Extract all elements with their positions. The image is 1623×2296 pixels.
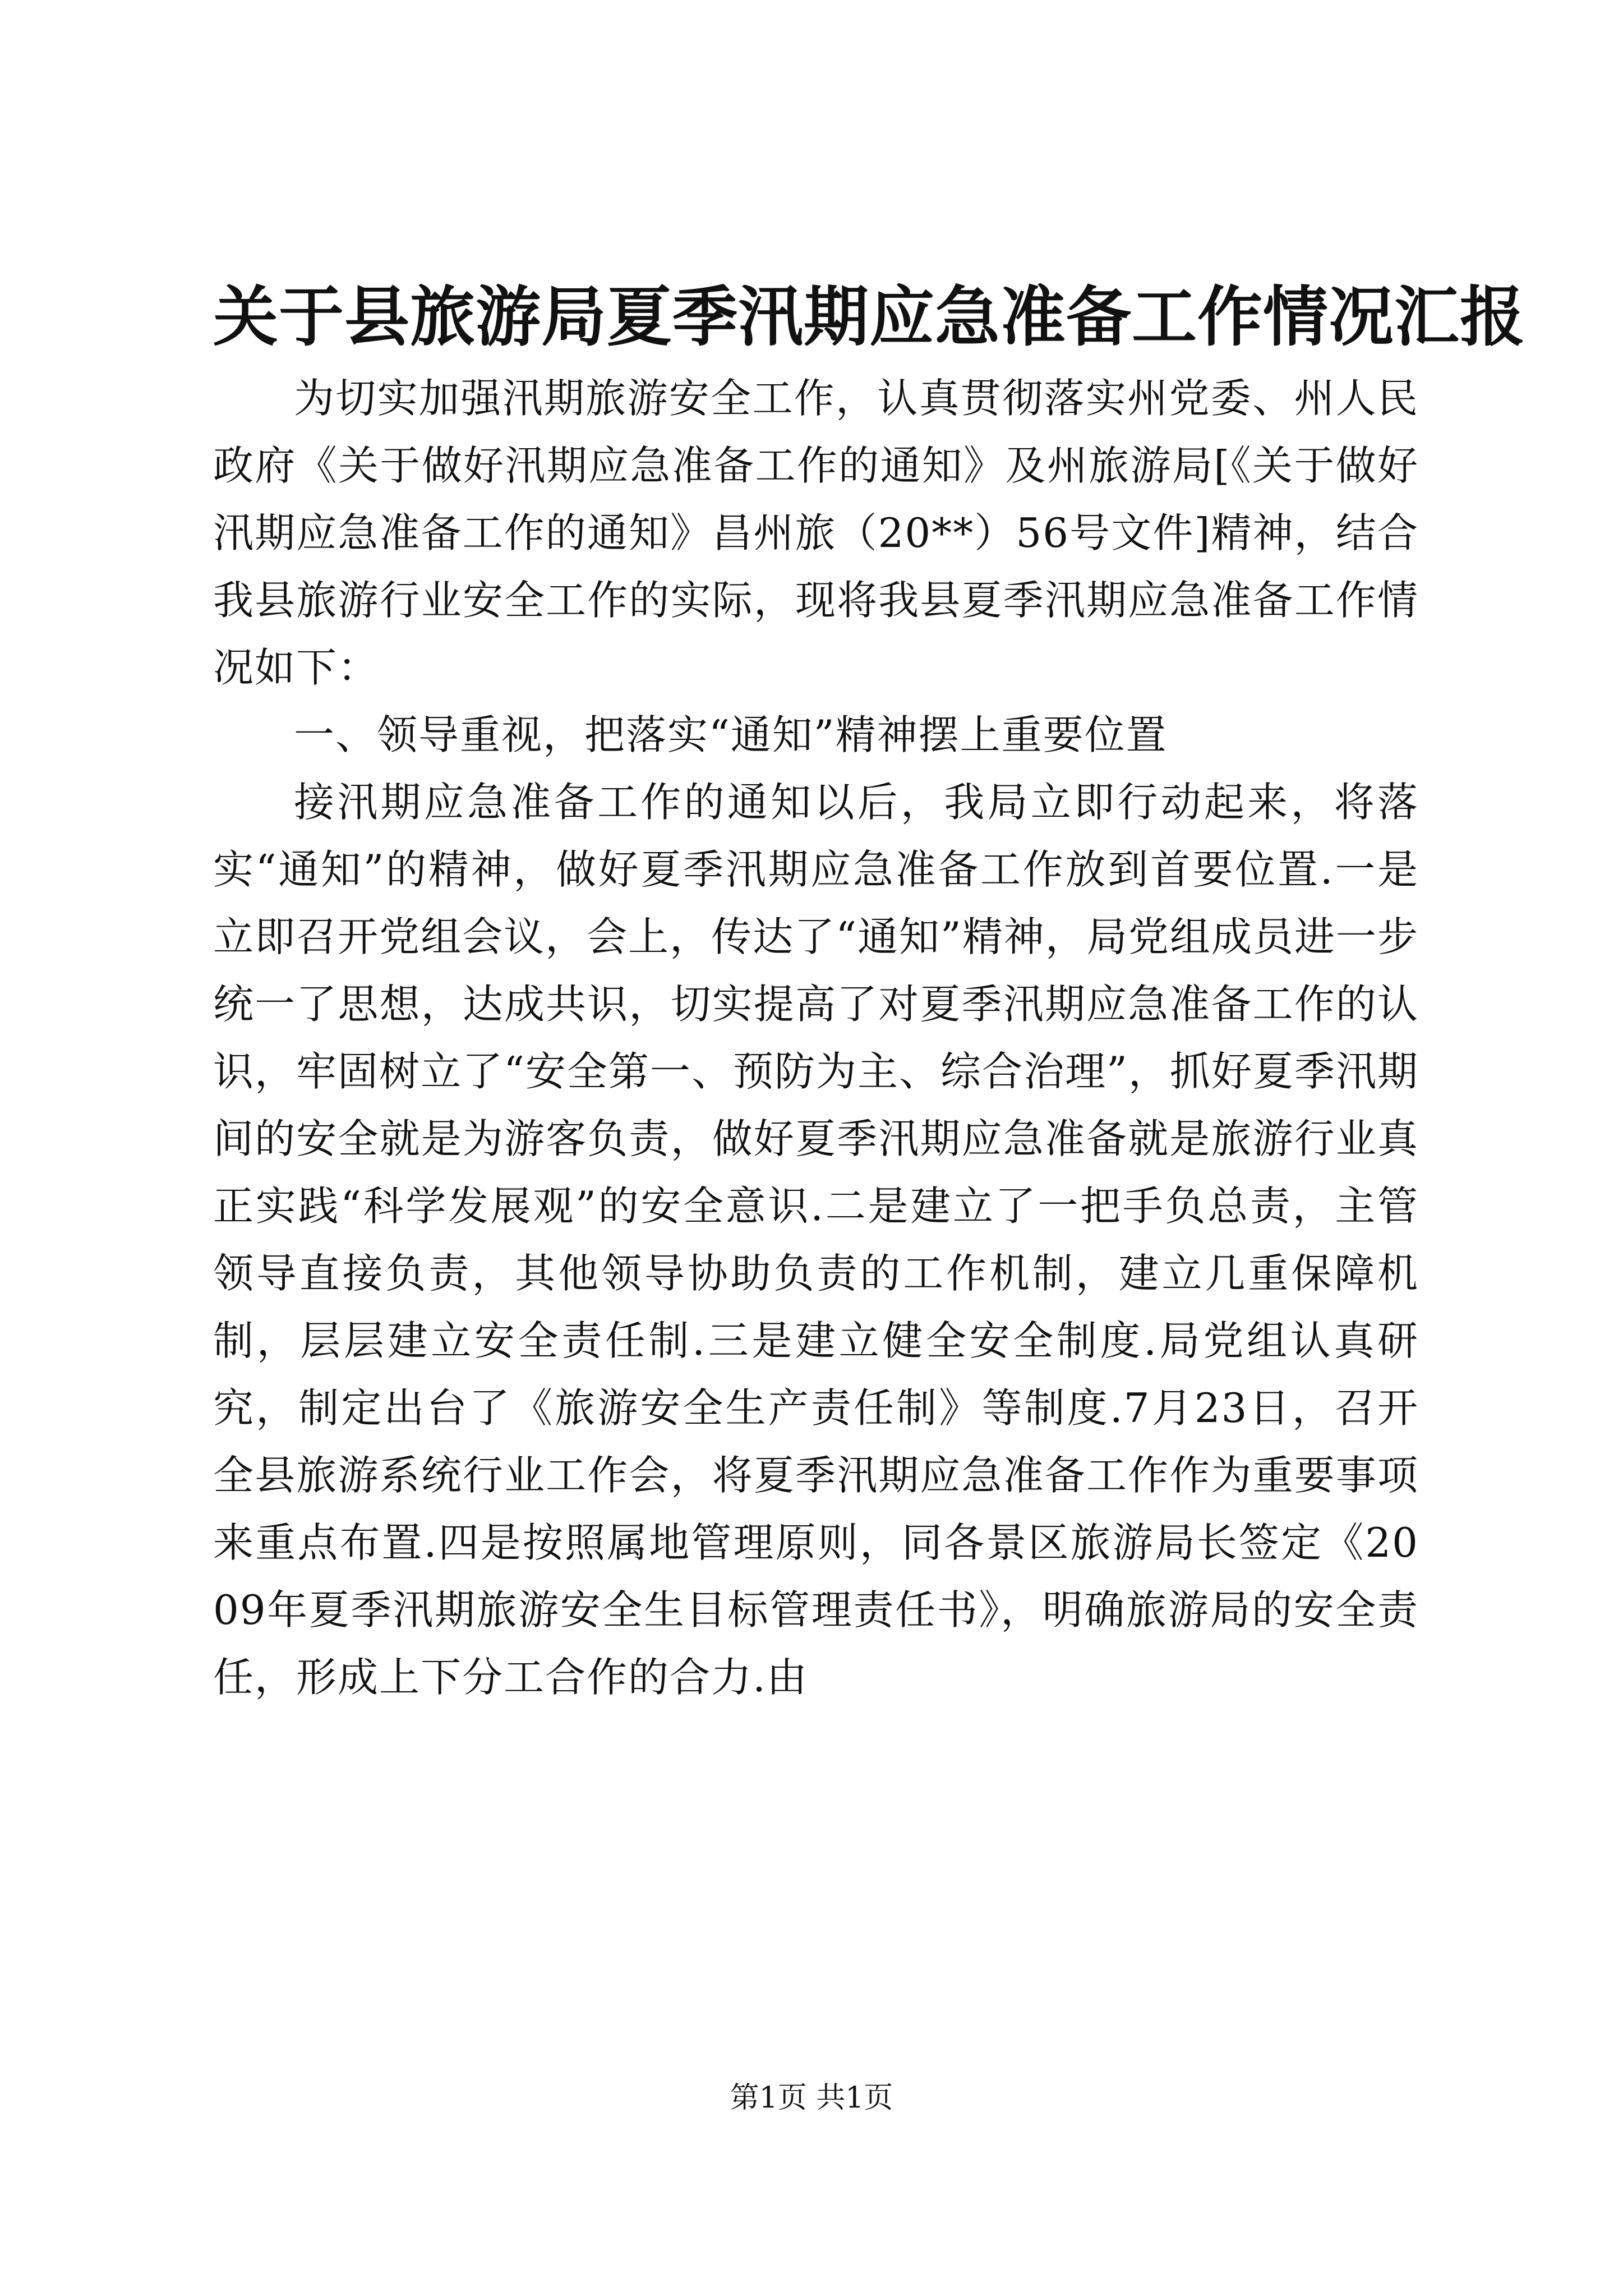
document-title: 关于县旅游局夏季汛期应急准备工作情况汇报 [213, 279, 1525, 355]
section-heading-1: 一、领导重视，把落实“通知”精神摆上重要位置 [294, 711, 1168, 758]
document-body [213, 365, 1419, 1711]
page-footer: 第1页 共1页 [730, 2081, 893, 2115]
intro-paragraph: 为切实加强汛期旅游安全工作，认真贯彻落实州党委、州人民政府《关于做好汛期应急准备工作的通知》及州旅游局[《关于做好汛期应急准备工作的通知》昌州旅（20**）56号文件]精神，结合我县旅游行业安全工作的实际，现将我县夏季汛期应急准备工作情况如下： [213, 375, 1419, 691]
section-1-paragraph: 接汛期应急准备工作的通知以后，我局立即行动起来，将落实“通知”的精神，做好夏季汛期应急准备工作放到首要位置.一是立即召开党组会议，会上，传达了“通知”精神，局党组成员进一步统一了思想，达成共识，切实提高了对夏季汛期应急准备工作的认识，牢固树立了“安全第一、预防为主、综合治理”，抓好夏季汛期间的安全就是为游客负责，做好夏季汛期应急准备就是旅游行业真正实践“科学发展观”的安全意识.二是建立了一把手负总责，主管领导直接负责，其他领导协助负责的工作机制，建立几重保障机制，层层建立安全责任制.三是建立健全安全制度.局党组认真研究，制定出台了《旅游安全生产责任制》等制度.7月23日，召开全县旅游系统行业工作会，将夏季汛期应急准备工作作为重要事项来重点布置.四是按照属地管理原则，同各景区旅游局长签定《2009年夏季汛期旅游安全生目标管理责任书》，明确旅游局的安全责任，形成上下分工合作的合力.由 [213, 779, 1419, 1701]
